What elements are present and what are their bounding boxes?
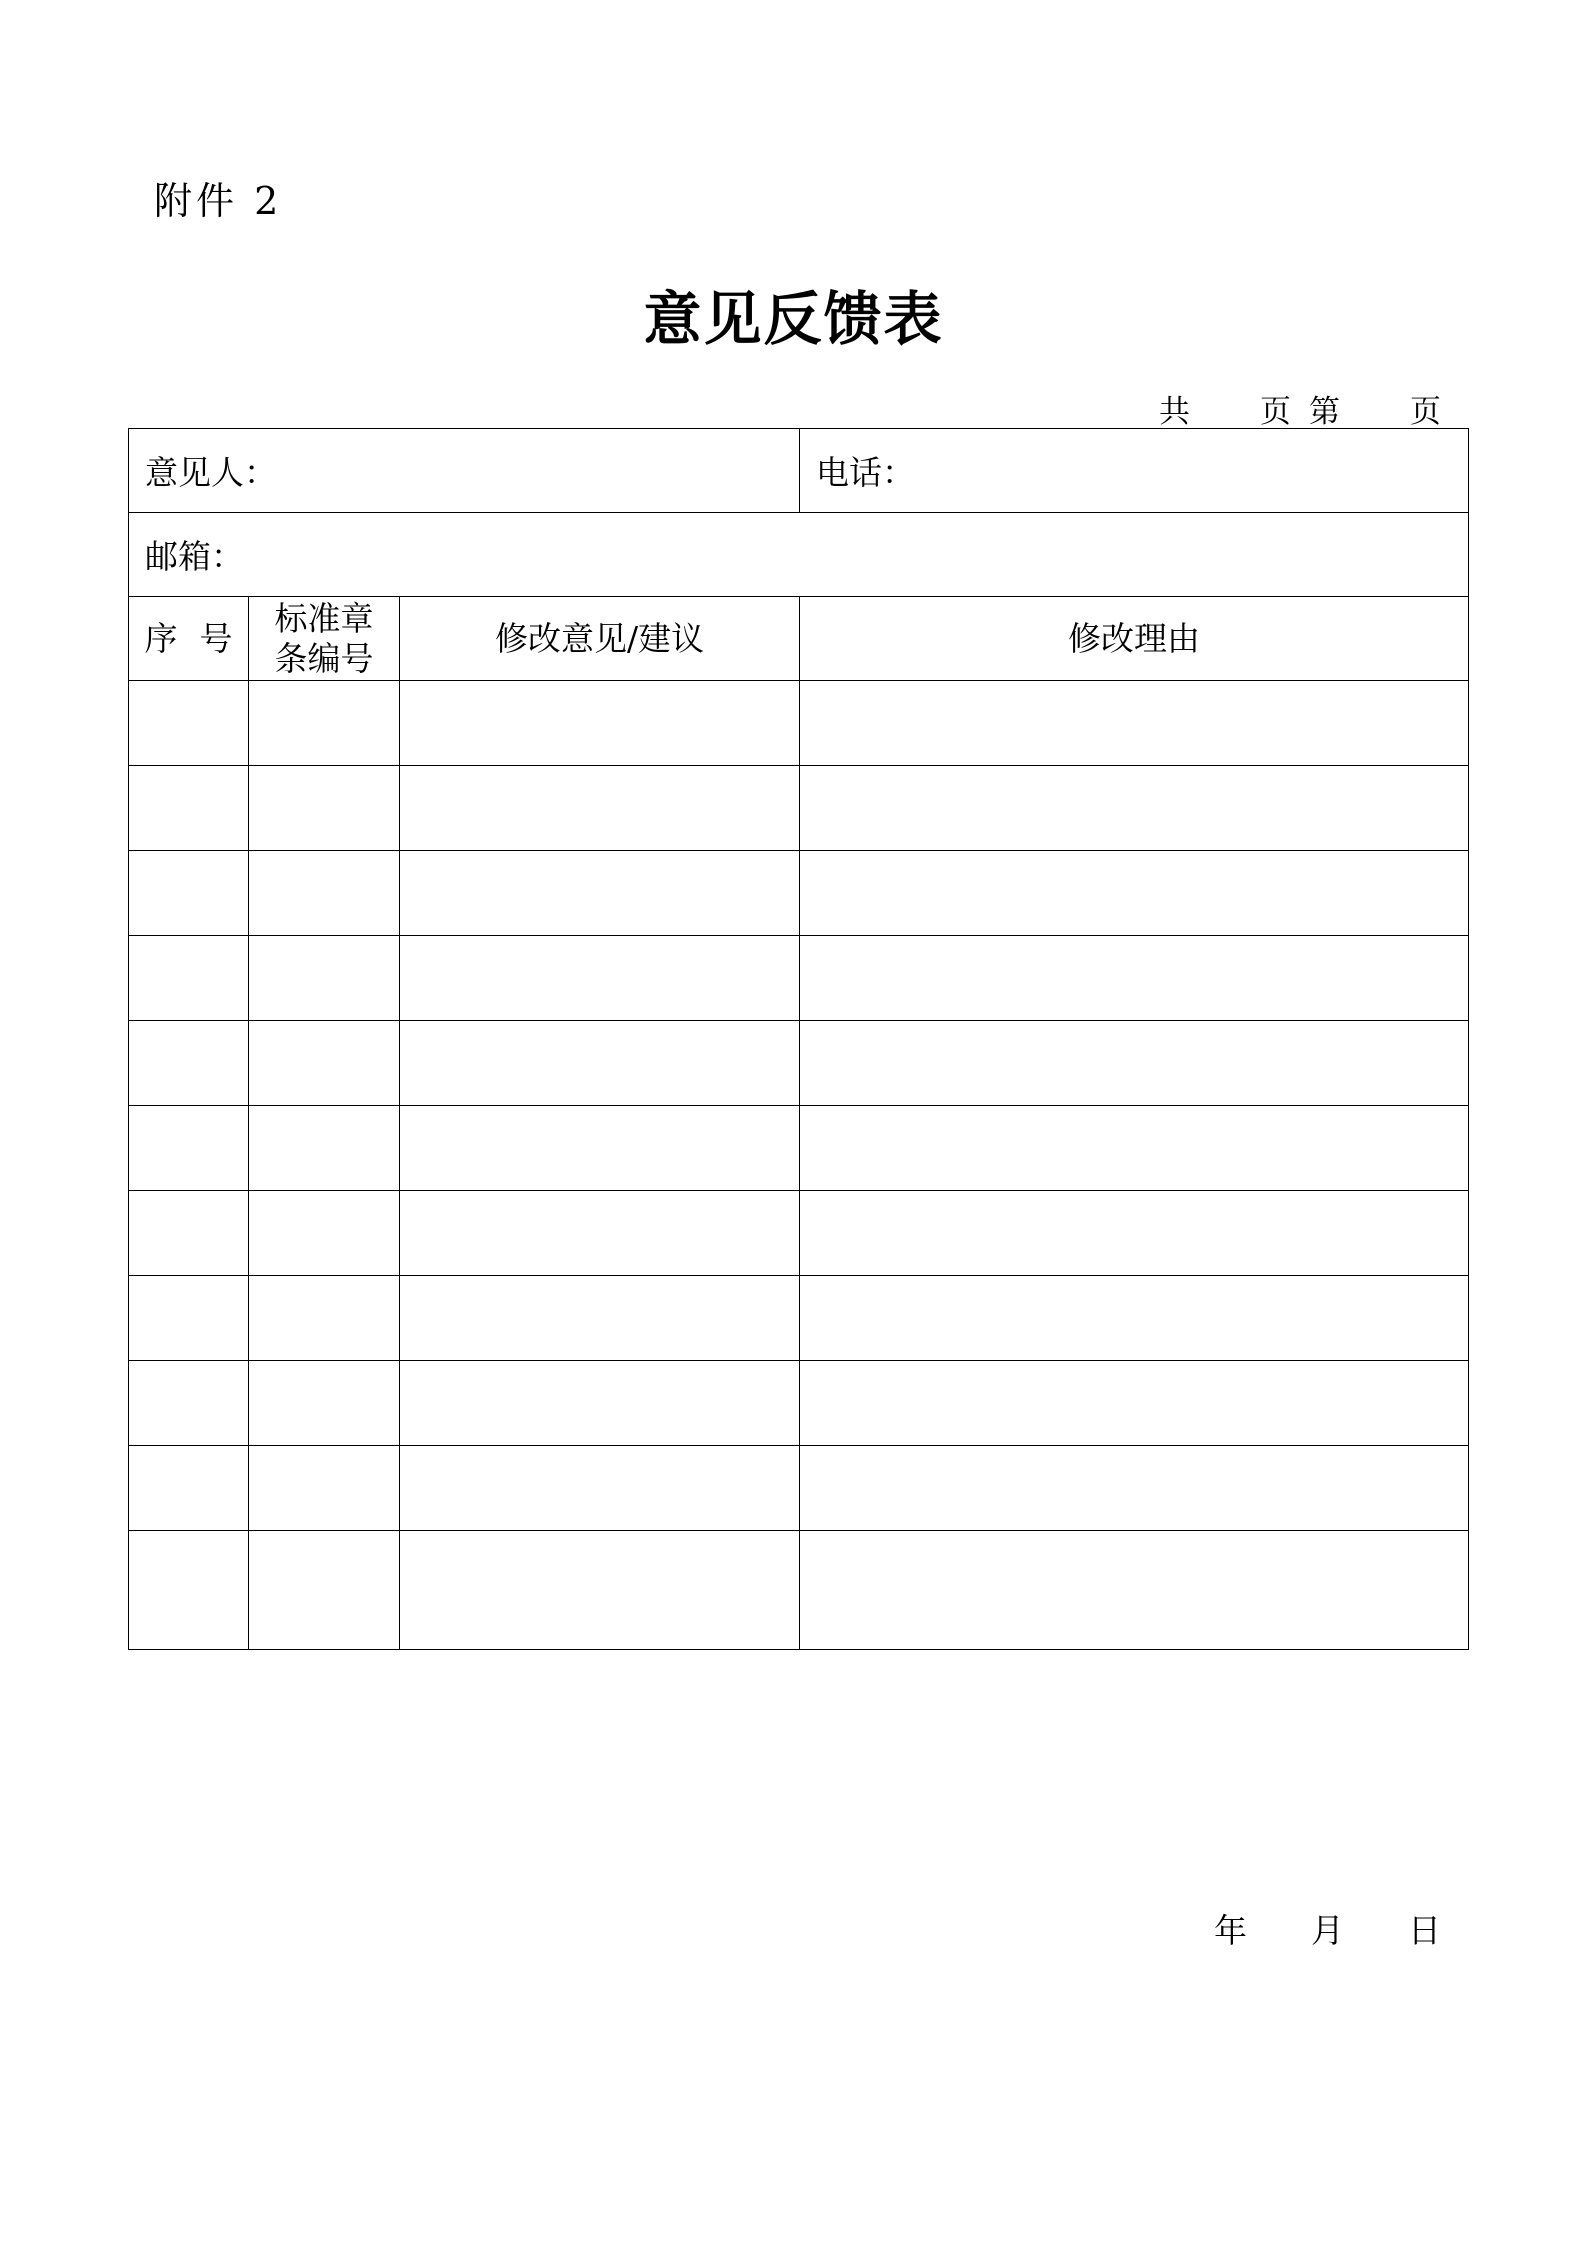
cell-seq[interactable] [129,766,249,851]
form-title: 意见反馈表 [643,285,944,353]
cell-clause[interactable] [249,766,400,851]
cell-clause[interactable] [249,1446,400,1531]
header-clause [249,597,400,681]
date-line [1214,1905,1441,1952]
cell-reason[interactable] [800,681,1469,766]
cell-suggestion[interactable] [400,766,800,851]
table-row [129,766,1469,851]
cell-reason[interactable] [800,936,1469,1021]
cell-seq[interactable] [129,1021,249,1106]
cell-seq[interactable] [129,1361,249,1446]
cell-reason[interactable] [800,1276,1469,1361]
date-year: 年 [1214,1911,1247,1950]
cell-seq[interactable] [129,681,249,766]
phone-field[interactable] [800,429,1469,513]
header-clause-line1: 标准章 [274,598,374,638]
header-seq-part1: 序 [144,618,178,658]
date-month: 月 [1311,1911,1344,1950]
table-row [129,936,1469,1021]
cell-suggestion[interactable] [400,1446,800,1531]
cell-clause[interactable] [249,681,400,766]
cell-suggestion[interactable] [400,1276,800,1361]
cell-clause[interactable] [249,936,400,1021]
cell-clause[interactable] [249,851,400,936]
email-label: 邮箱： [145,537,244,576]
page-total-suffix: 页 [1260,394,1291,430]
cell-clause[interactable] [249,1021,400,1106]
header-reason: 修改理由 [800,597,1469,681]
cell-reason[interactable] [800,1446,1469,1531]
table-row [129,681,1469,766]
cell-clause[interactable] [249,1191,400,1276]
commenter-field[interactable] [129,429,800,513]
table-row [129,1361,1469,1446]
cell-suggestion[interactable] [400,1021,800,1106]
page-count [1159,386,1441,431]
table-header-row [129,597,1469,681]
header-suggestion: 修改意见/建议 [400,597,800,681]
email-row [129,513,1469,597]
commenter-label: 意见人： [145,453,277,492]
table-row [129,1531,1469,1650]
cell-suggestion[interactable] [400,936,800,1021]
cell-seq[interactable] [129,1106,249,1191]
table-row [129,1446,1469,1531]
header-clause-line2: 条编号 [274,638,374,678]
cell-suggestion[interactable] [400,681,800,766]
cell-reason[interactable] [800,851,1469,936]
cell-seq[interactable] [129,1531,249,1650]
date-day: 日 [1408,1911,1441,1950]
page-total-prefix: 共 [1159,394,1190,430]
cell-suggestion[interactable] [400,1531,800,1650]
cell-suggestion[interactable] [400,1361,800,1446]
cell-clause[interactable] [249,1276,400,1361]
table-row [129,1106,1469,1191]
cell-reason[interactable] [800,1191,1469,1276]
feedback-table [128,428,1469,1650]
cell-reason[interactable] [800,1531,1469,1650]
cell-seq[interactable] [129,1276,249,1361]
commenter-row [129,429,1469,513]
header-seq-part2: 号 [199,618,233,658]
header-seq [129,597,249,681]
table-row [129,1276,1469,1361]
cell-reason[interactable] [800,1361,1469,1446]
cell-suggestion[interactable] [400,1106,800,1191]
cell-seq[interactable] [129,1191,249,1276]
table-row [129,851,1469,936]
cell-reason[interactable] [800,1106,1469,1191]
page-current-suffix: 页 [1410,394,1441,430]
page-current-prefix: 第 [1309,394,1340,430]
cell-clause[interactable] [249,1106,400,1191]
cell-seq[interactable] [129,851,249,936]
attachment-label: 附件 2 [154,179,283,223]
cell-seq[interactable] [129,1446,249,1531]
cell-suggestion[interactable] [400,851,800,936]
email-field[interactable] [129,513,1469,597]
cell-seq[interactable] [129,936,249,1021]
cell-suggestion[interactable] [400,1191,800,1276]
table-row [129,1021,1469,1106]
cell-reason[interactable] [800,766,1469,851]
cell-clause[interactable] [249,1361,400,1446]
table-row [129,1191,1469,1276]
cell-clause[interactable] [249,1531,400,1650]
cell-reason[interactable] [800,1021,1469,1106]
phone-label: 电话： [816,453,916,492]
